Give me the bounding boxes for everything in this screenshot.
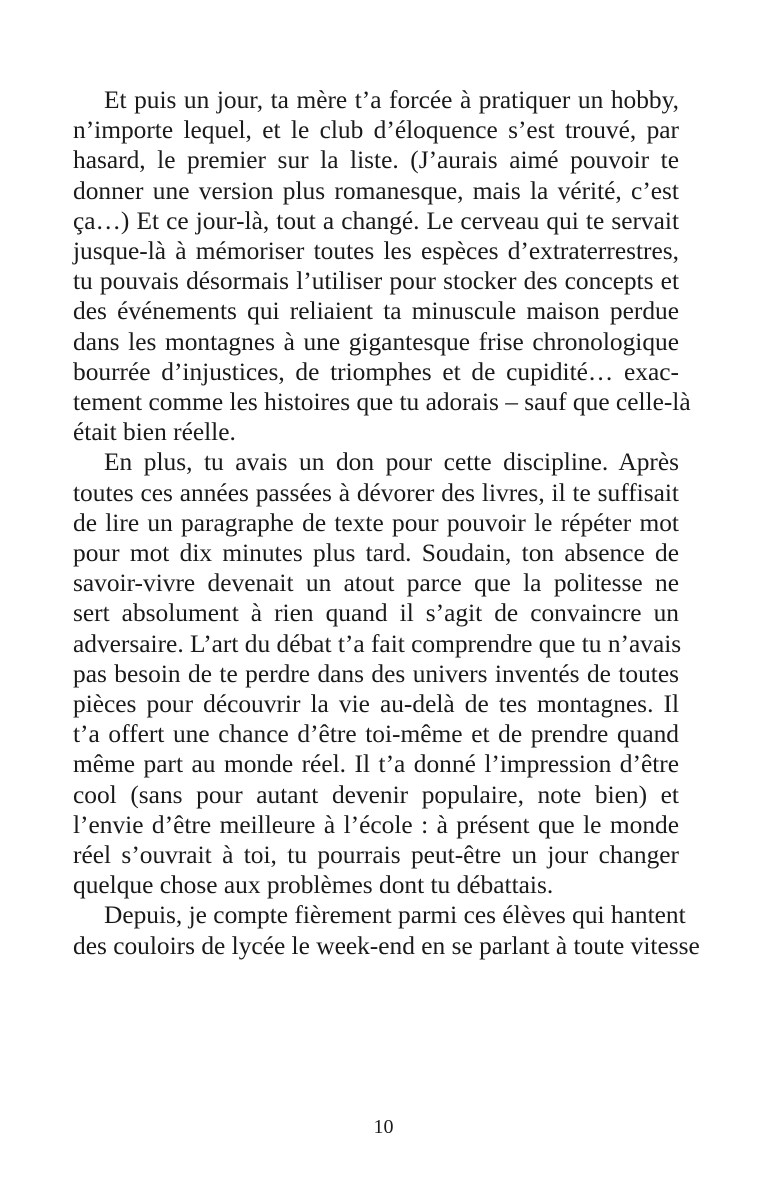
text-line: toutes ces années passées à dévorer des livres, il te suffisait (73, 478, 679, 507)
text-line: pour mot dix minutes plus tard. Soudain, ton absence de (73, 539, 679, 568)
text-line: ça…) Et ce jour-là, tout a changé. Le cerveau qui te servait (73, 206, 679, 235)
text-line: bourrée d’injustices, de triomphes et de cupidité… exac- (73, 357, 679, 386)
text-line: jusque-là à mémoriser toutes les espèces d’extraterrestres, (73, 237, 679, 266)
text-line: hasard, le premier sur la liste. (J’aurais aimé pouvoir te (73, 146, 679, 175)
body-text (73, 85, 700, 961)
text-line: pièces pour découvrir la vie au-delà de tes montagnes. Il (73, 690, 679, 719)
text-line: de lire un paragraphe de texte pour pouvoir le répéter mot (73, 508, 679, 537)
page-number: 10 (373, 1116, 394, 1138)
text-line: sert absolument à rien quand il s’agit de convaincre un (73, 599, 679, 628)
text-line: était bien réelle. (73, 418, 236, 447)
text-line: En plus, tu avais un don pour cette discipline. Après (104, 448, 679, 477)
text-line: t’a offert une chance d’être toi-même et de prendre quand (73, 720, 679, 749)
text-line: adversaire. L’art du débat t’a fait comprendre que tu n’avais (73, 629, 682, 658)
text-line: dans les montagnes à une gigantesque frise chronologique (73, 327, 679, 356)
paragraph (73, 85, 691, 447)
text-line: tu pouvais désormais l’utiliser pour stocker des concepts et (73, 267, 679, 296)
text-line: donner une version plus romanesque, mais la vérité, c’est (73, 176, 679, 205)
text-line: Et puis un jour, ta mère t’a forcée à pratiquer un hobby, (104, 86, 679, 114)
text-line: Depuis, je compte fièrement parmi ces élèves qui hantent (104, 901, 686, 930)
text-line: réel s’ouvrait à toi, tu pourrais peut-être un jour changer (73, 841, 679, 870)
text-line: des événements qui reliaient ta minuscule maison perdue (73, 297, 679, 326)
text-line: quelque chose aux problèmes dont tu débattais. (73, 871, 554, 900)
text-line: des couloirs de lycée le week-end en se parlant à toute vitesse (73, 931, 700, 960)
paragraph (73, 447, 682, 900)
text-line: n’importe lequel, et le club d’éloquence s’est trouvé, par (73, 116, 679, 145)
text-line: savoir-vivre devenait un atout parce que la politesse ne (73, 569, 679, 598)
text-line: tement comme les histoires que tu adorais – sauf que celle-là (73, 388, 691, 417)
text-line: même part au monde réel. Il t’a donné l’impression d’être (73, 750, 679, 779)
text-line: l’envie d’être meilleure à l’école : à présent que le monde (73, 810, 679, 839)
paragraph (73, 900, 700, 960)
text-line: pas besoin de te perdre dans des univers inventés de toutes (73, 659, 679, 688)
text-line: cool (sans pour autant devenir populaire, note bien) et (73, 780, 679, 809)
